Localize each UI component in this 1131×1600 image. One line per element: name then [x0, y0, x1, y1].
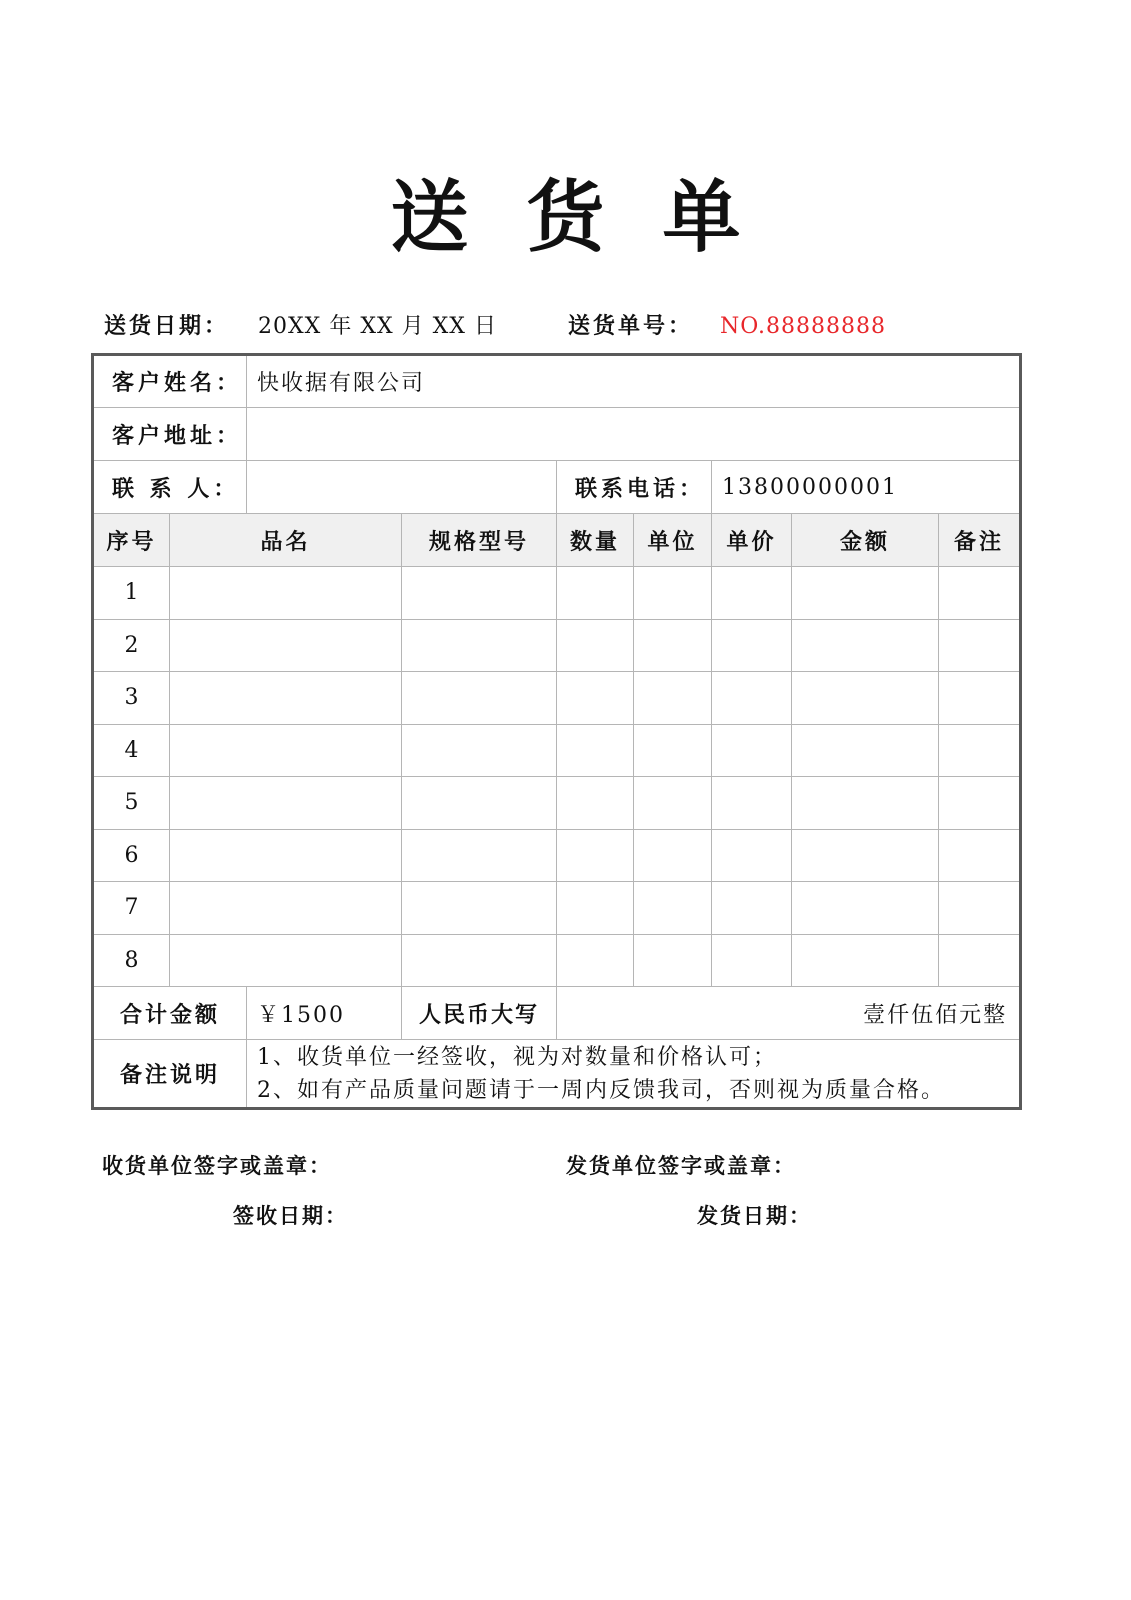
- table-row: [93, 724, 1021, 777]
- row-name-cell[interactable]: [170, 567, 402, 620]
- row-price-cell[interactable]: [712, 672, 792, 725]
- delivery-form-table: [91, 353, 1022, 1110]
- contact-label: 联 系 人：: [93, 461, 247, 514]
- header-remark: 备注: [939, 514, 1021, 567]
- row-unit-cell[interactable]: [634, 934, 712, 987]
- customer-name-field[interactable]: 快收据有限公司: [247, 355, 1021, 408]
- phone-label: 联系电话：: [557, 461, 712, 514]
- header-no: 序号: [93, 514, 170, 567]
- row-qty-cell[interactable]: [557, 724, 634, 777]
- customer-address-label: 客户地址：: [93, 408, 247, 461]
- row-amount-cell[interactable]: [792, 567, 939, 620]
- send-date-label: 发货日期：: [697, 1203, 812, 1228]
- row-name-cell[interactable]: [170, 672, 402, 725]
- row-price-cell[interactable]: [712, 567, 792, 620]
- row-no: 5: [93, 777, 170, 830]
- rmb-uppercase-label: 人民币大写: [402, 987, 557, 1040]
- table-row: [93, 829, 1021, 882]
- row-spec-cell[interactable]: [402, 777, 557, 830]
- item-header-row: [93, 514, 1021, 567]
- row-unit-cell[interactable]: [634, 882, 712, 935]
- delivery-date-label: 送货日期：: [104, 313, 230, 339]
- table-row: [93, 619, 1021, 672]
- row-spec-cell[interactable]: [402, 567, 557, 620]
- contact-row: [93, 461, 1021, 514]
- notes-label: 备注说明: [93, 1040, 247, 1109]
- table-row: [93, 567, 1021, 620]
- table-row: [93, 777, 1021, 830]
- row-unit-cell[interactable]: [634, 777, 712, 830]
- notes-line-2: 2、如有产品质量问题请于一周内反馈我司，否则视为质量合格。: [257, 1077, 946, 1103]
- table-row: [93, 672, 1021, 725]
- row-amount-cell[interactable]: [792, 724, 939, 777]
- row-price-cell[interactable]: [712, 882, 792, 935]
- order-number-value[interactable]: NO.88888888: [720, 314, 886, 339]
- row-amount-cell[interactable]: [792, 672, 939, 725]
- row-qty-cell[interactable]: [557, 882, 634, 935]
- total-label: 合计金额: [93, 987, 247, 1040]
- row-name-cell[interactable]: [170, 829, 402, 882]
- table-row: [93, 882, 1021, 935]
- row-name-cell[interactable]: [170, 619, 402, 672]
- row-qty-cell[interactable]: [557, 567, 634, 620]
- row-qty-cell[interactable]: [557, 934, 634, 987]
- header-qty: 数量: [557, 514, 634, 567]
- row-amount-cell[interactable]: [792, 934, 939, 987]
- order-number: [568, 308, 886, 345]
- row-amount-cell[interactable]: [792, 829, 939, 882]
- customer-address-field[interactable]: [247, 408, 1021, 461]
- row-remark-cell[interactable]: [939, 724, 1021, 777]
- receive-date-label: 签收日期：: [233, 1203, 348, 1228]
- header-name: 品名: [170, 514, 402, 567]
- row-remark-cell[interactable]: [939, 934, 1021, 987]
- contact-field[interactable]: [247, 461, 557, 514]
- row-price-cell[interactable]: [712, 934, 792, 987]
- delivery-date: [104, 308, 497, 345]
- header-unit: 单位: [634, 514, 712, 567]
- row-qty-cell[interactable]: [557, 619, 634, 672]
- row-spec-cell[interactable]: [402, 882, 557, 935]
- receiver-signature-label: 收货单位签字或盖章：: [102, 1153, 332, 1178]
- row-remark-cell[interactable]: [939, 567, 1021, 620]
- row-no: 1: [93, 567, 170, 620]
- row-qty-cell[interactable]: [557, 829, 634, 882]
- row-spec-cell[interactable]: [402, 934, 557, 987]
- row-unit-cell[interactable]: [634, 672, 712, 725]
- header-spec: 规格型号: [402, 514, 557, 567]
- notes-line-1: 1、收货单位一经签收，视为对数量和价格认可；: [257, 1044, 778, 1070]
- row-unit-cell[interactable]: [634, 724, 712, 777]
- document-title: 送货单: [390, 172, 799, 263]
- table-row: [93, 934, 1021, 987]
- row-name-cell[interactable]: [170, 724, 402, 777]
- row-no: 8: [93, 934, 170, 987]
- row-no: 3: [93, 672, 170, 725]
- header-amount: 金额: [792, 514, 939, 567]
- total-amount-value[interactable]: ￥1500: [247, 987, 402, 1040]
- row-amount-cell[interactable]: [792, 777, 939, 830]
- row-remark-cell[interactable]: [939, 619, 1021, 672]
- row-price-cell[interactable]: [712, 619, 792, 672]
- row-name-cell[interactable]: [170, 777, 402, 830]
- row-unit-cell[interactable]: [634, 829, 712, 882]
- row-name-cell[interactable]: [170, 882, 402, 935]
- row-amount-cell[interactable]: [792, 882, 939, 935]
- row-price-cell[interactable]: [712, 829, 792, 882]
- row-name-cell[interactable]: [170, 934, 402, 987]
- rmb-uppercase-value[interactable]: 壹仟伍佰元整: [557, 987, 1021, 1040]
- header-price: 单价: [712, 514, 792, 567]
- customer-name-row: [93, 355, 1021, 408]
- row-spec-cell[interactable]: [402, 829, 557, 882]
- order-number-label: 送货单号：: [568, 313, 694, 339]
- row-remark-cell[interactable]: [939, 829, 1021, 882]
- row-qty-cell[interactable]: [557, 672, 634, 725]
- row-unit-cell[interactable]: [634, 619, 712, 672]
- row-spec-cell[interactable]: [402, 724, 557, 777]
- row-no: 2: [93, 619, 170, 672]
- row-remark-cell[interactable]: [939, 882, 1021, 935]
- notes-content: [247, 1040, 1021, 1109]
- row-no: 4: [93, 724, 170, 777]
- row-remark-cell[interactable]: [939, 777, 1021, 830]
- row-amount-cell[interactable]: [792, 619, 939, 672]
- customer-name-label: 客户姓名：: [93, 355, 247, 408]
- row-remark-cell[interactable]: [939, 672, 1021, 725]
- row-no: 6: [93, 829, 170, 882]
- customer-address-row: [93, 408, 1021, 461]
- row-no: 7: [93, 882, 170, 935]
- total-row: [93, 987, 1021, 1040]
- row-price-cell[interactable]: [712, 724, 792, 777]
- row-qty-cell[interactable]: [557, 777, 634, 830]
- sender-signature-label: 发货单位签字或盖章：: [566, 1153, 796, 1178]
- row-unit-cell[interactable]: [634, 567, 712, 620]
- phone-field[interactable]: 13800000001: [712, 461, 1021, 514]
- row-spec-cell[interactable]: [402, 672, 557, 725]
- row-spec-cell[interactable]: [402, 619, 557, 672]
- row-price-cell[interactable]: [712, 777, 792, 830]
- notes-row: [93, 1040, 1021, 1109]
- delivery-date-value[interactable]: 20XX 年 XX 月 XX 日: [258, 314, 497, 339]
